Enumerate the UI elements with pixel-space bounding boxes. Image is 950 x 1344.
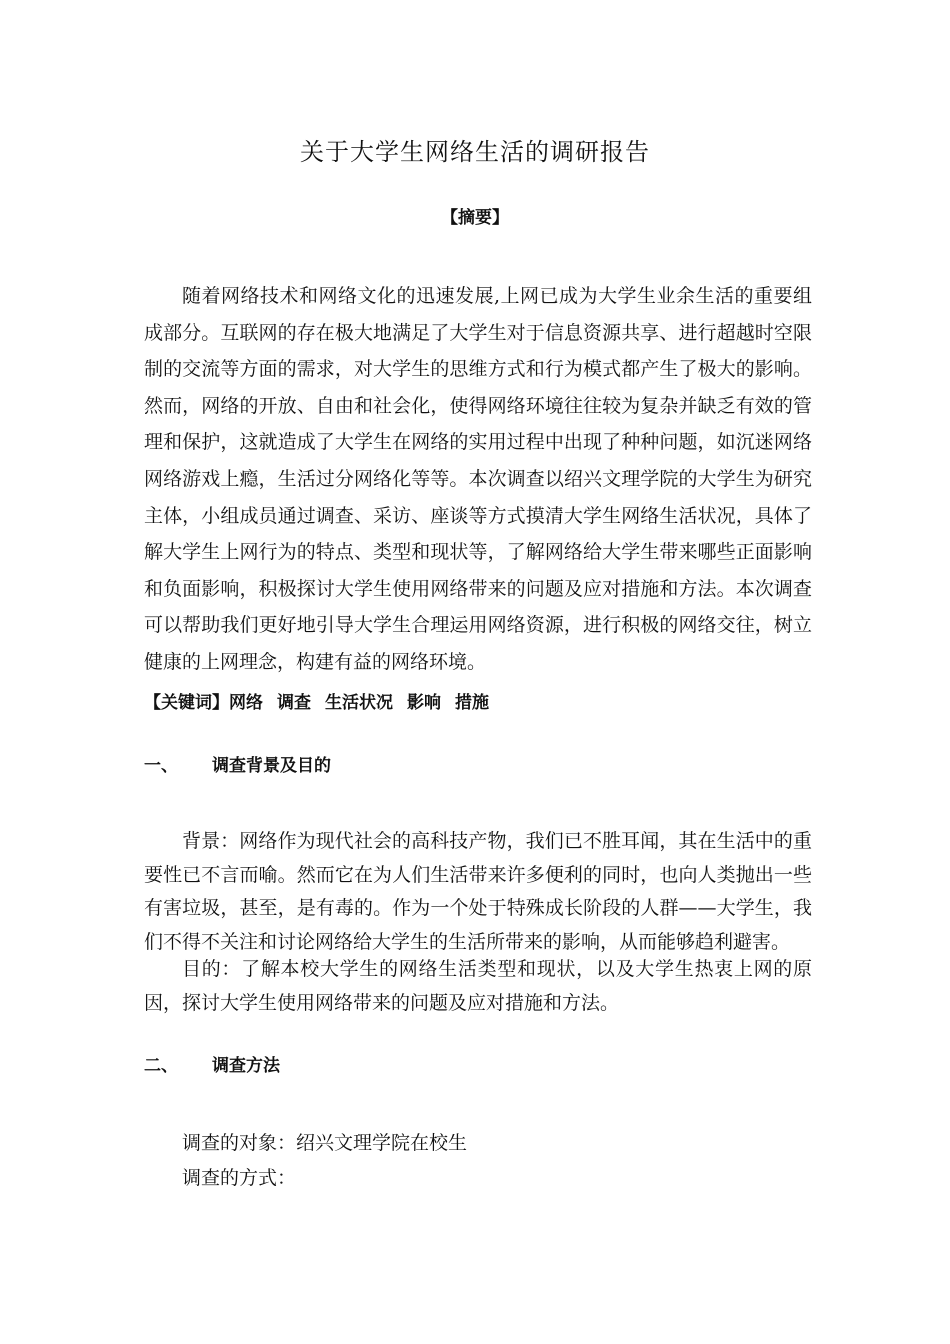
keywords-line [144,688,503,713]
keyword-term: 生活状况 [325,693,393,713]
keyword-term: 影响 [407,693,441,713]
survey-method-line: 调查的方式： [182,1167,297,1189]
keyword-term: 网络 [229,693,263,713]
section-heading [144,1051,280,1076]
keyword-term: 措施 [455,693,489,713]
survey-object-line: 调查的对象：绍兴文理学院在校生 [182,1132,468,1154]
keyword-term: 调查 [277,693,311,713]
abstract-heading: 【摘要】 [441,208,509,228]
background-paragraph: 背景：网络作为现代社会的高科技产物，我们已不胜耳闻，其在生活中的重要性已不言而喻。然而它在为人们生活带来许多便利的同时，也向人类抛出一些有害垃圾，甚至，是有毒的。作为一个处于特殊成长阶段的人群——大学生，我们不得不关注和讨论网络给大学生的生活所带来的影响，从而能够趋利避害。 [144,830,812,953]
section-number: 二、 [144,1056,178,1076]
section-heading [144,751,331,776]
section-title: 调查方法 [212,1056,280,1076]
abstract-paragraph: 随着网络技术和网络文化的迅速发展,上网已成为大学生业余生活的重要组成部分。互联网的存在极大地满足了大学生对于信息资源共享、进行超越时空限制的交流等方面的需求，对大学生的思维方式和行为模式都产生了极大的影响。然而，网络的开放、自由和社会化，使得网络环境往往较为复杂并缺乏有效的管理和保护，这就造成了大学生在网络的实用过程中出现了种种问题，如沉迷网络网络游戏上瘾，生活过分网络化等等。本次调查以绍兴文理学院的大学生为研究主体，小组成员通过调查、采访、座谈等方式摸清大学生网络生活状况，具体了解大学生上网行为的特点、类型和现状等，了解网络给大学生带来哪些正面影响和负面影响，积极探讨大学生使用网络带来的问题及应对措施和方法。本次调查可以帮助我们更好地引导大学生合理运用网络资源，进行积极的网络交往，树立健康的上网理念，构建有益的网络环境。 [144,285,812,673]
report-title: 关于大学生网络生活的调研报告 [300,138,650,166]
keywords-label: 【关键词】 [144,693,229,713]
goal-paragraph: 目的：了解本校大学生的网络生活类型和现状，以及大学生热衷上网的原因，探讨大学生使用网络带来的问题及应对措施和方法。 [144,958,812,1014]
section-number: 一、 [144,756,178,776]
section-title: 调查背景及目的 [212,756,331,776]
